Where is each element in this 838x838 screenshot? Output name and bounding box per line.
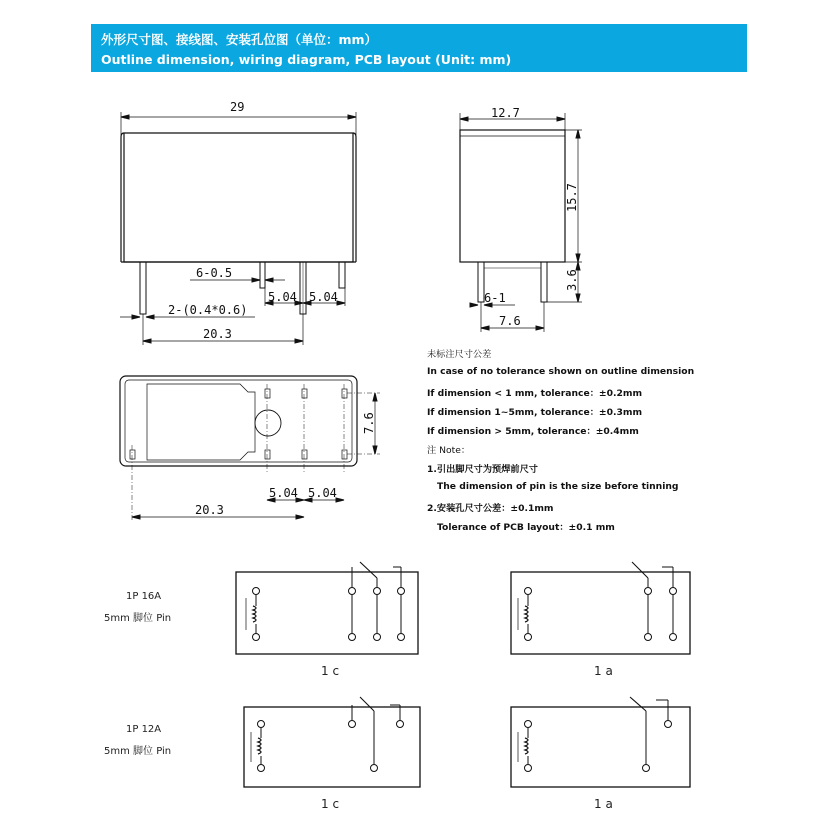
dim-pin-length: 3.6 [565, 269, 579, 291]
pcb-layout-view [120, 376, 380, 520]
note-line-9: 2.安装孔尺寸公差：±0.1mm [427, 503, 554, 514]
dim-side-width: 12.7 [491, 106, 520, 120]
note-line-6: 注 Note： [427, 445, 471, 456]
caption-12a-1c: 1 c [321, 797, 340, 811]
dim-pin-width: 6-0.5 [196, 266, 233, 280]
note-line-8: The dimension of pin is the size before tinning [437, 481, 679, 492]
note-line-1: 未标注尺寸公差 [427, 349, 492, 360]
row1-rating: 1P 16A [126, 591, 162, 602]
note-line-2: In case of no tolerance shown on outline dimension [427, 366, 695, 377]
note-line-3: If dimension < 1 mm, tolerance：±0.2mm [427, 388, 643, 399]
dim-pcb-pitch-1: 5.04 [269, 486, 298, 500]
dim-side-height: 15.7 [565, 183, 579, 212]
dim-pitch-1: 5.04 [268, 290, 297, 304]
dim-pcb-row-spacing: 7.6 [362, 412, 376, 434]
row2-rating: 1P 12A [126, 724, 162, 735]
wiring-12a-1a [511, 697, 690, 787]
caption-16a-1c: 1 c [321, 664, 340, 678]
row2-pin: 5mm 脚位 Pin [104, 746, 172, 757]
dim-pcb-pitch-2: 5.04 [308, 486, 337, 500]
note-line-10: Tolerance of PCB layout：±0.1 mm [437, 522, 615, 533]
wiring-16a-1a [511, 562, 690, 654]
dim-pcb-span: 20.3 [195, 503, 224, 517]
row1-pin: 5mm 脚位 Pin [104, 613, 172, 624]
dim-width-29: 29 [230, 100, 245, 114]
note-line-5: If dimension > 5mm, tolerance：±0.4mm [427, 426, 639, 437]
dim-side-pin-span: 7.6 [499, 314, 521, 328]
dim-pin-section: 2-(0.4*0.6) [168, 303, 248, 317]
caption-16a-1a: 1 a [594, 664, 613, 678]
wiring-12a-1c [244, 697, 420, 787]
header-title-cn: 外形尺寸图、接线图、安装孔位图（单位：mm） [101, 32, 378, 47]
caption-12a-1a: 1 a [594, 797, 613, 811]
wiring-16a-1c [236, 562, 418, 654]
side-view [460, 106, 582, 332]
dim-pitch-2: 5.04 [309, 290, 338, 304]
dim-span: 20.3 [203, 327, 232, 341]
header-title-en: Outline dimension, wiring diagram, PCB layout (Unit: mm) [101, 52, 512, 67]
note-line-7: 1.引出脚尺寸为预焊前尺寸 [427, 464, 538, 475]
note-line-4: If dimension 1~5mm, tolerance：±0.3mm [427, 407, 643, 418]
dim-side-pin-width: 6-1 [484, 291, 506, 305]
front-view [120, 100, 356, 345]
